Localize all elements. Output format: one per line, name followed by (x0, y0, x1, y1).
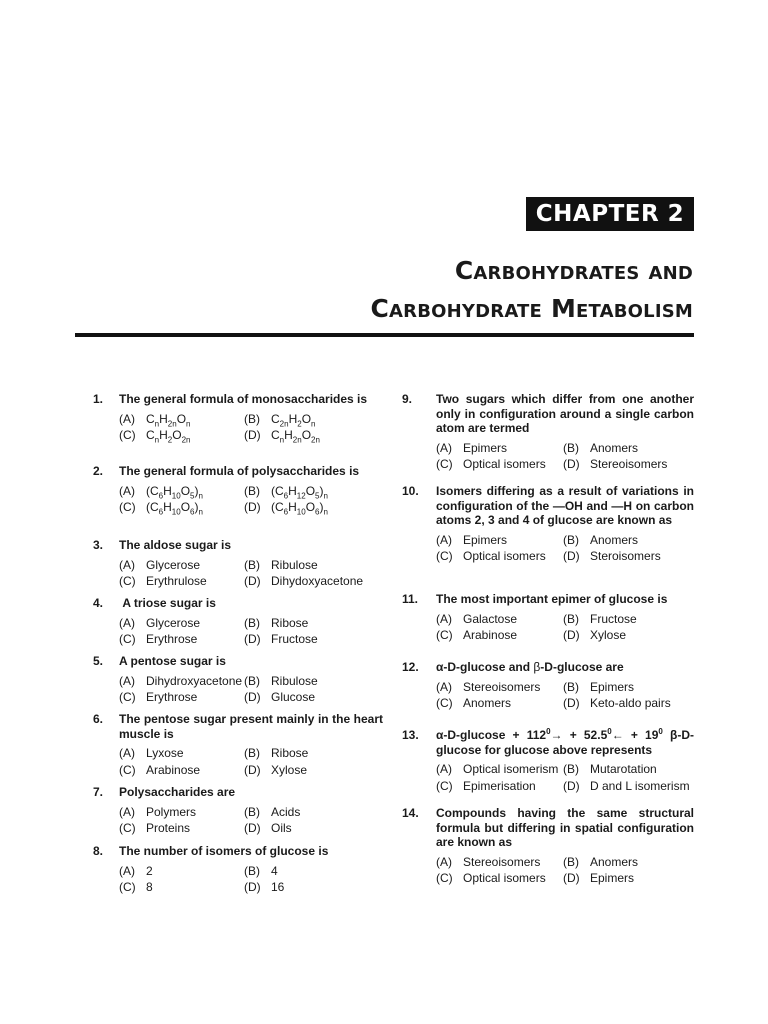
question-number: 12. (402, 660, 419, 674)
option-a (119, 557, 244, 574)
option-label: (B) (244, 615, 260, 630)
option-b (244, 615, 308, 632)
option-a (119, 411, 244, 428)
option-label: (B) (563, 611, 579, 626)
question-number: 7. (93, 785, 104, 799)
option-row (402, 440, 694, 457)
option-row (93, 689, 383, 706)
option-text: Anomers (590, 532, 639, 547)
option-row (93, 863, 383, 880)
option-text: Anomers (590, 854, 639, 869)
question-7 (93, 785, 383, 837)
option-label: (B) (244, 863, 260, 878)
question-number: 2. (93, 464, 104, 478)
answer-options (93, 615, 383, 648)
answer-options (402, 440, 694, 473)
option-text: Keto-aldo pairs (590, 696, 671, 710)
option-label: (A) (436, 854, 452, 869)
option-row (402, 870, 694, 887)
option-text: Fructose (271, 632, 318, 646)
option-a (436, 679, 563, 696)
question-6 (93, 712, 383, 778)
option-label: (C) (436, 457, 453, 471)
option-row (93, 673, 383, 690)
option-text: Arabinose (463, 628, 518, 642)
option-text: Galactose (463, 611, 518, 626)
option-text: Erythrulose (146, 574, 207, 588)
option-text: Dihydroxyacetone (146, 673, 243, 688)
option-row (93, 557, 383, 574)
option-label: (D) (563, 871, 580, 885)
option-row (402, 679, 694, 696)
option-label: (C) (119, 762, 136, 777)
question-number: 4. (93, 596, 104, 610)
option-a (436, 854, 563, 871)
option-text: Fructose (590, 611, 637, 626)
option-text: Epimers (463, 532, 508, 547)
option-b (244, 411, 316, 428)
option-d (244, 573, 363, 590)
option-d (244, 820, 292, 837)
option-text: Acids (271, 804, 301, 819)
option-c (119, 573, 244, 590)
question-text: Compounds having the same structural formula but differing in spatial configuration are known as (436, 806, 694, 849)
option-a (119, 745, 244, 762)
option-text: Oils (271, 821, 292, 835)
option-a (436, 440, 563, 457)
option-text: Epimers (590, 679, 635, 694)
option-label: (D) (244, 632, 261, 646)
question-text: Isomers differing as a result of variations in configuration of the —OH and —H on carbon atoms 2, 3 and 4 of glucose are known as (436, 484, 694, 527)
option-label: (A) (119, 483, 135, 498)
question-stem (93, 712, 383, 741)
option-b (563, 854, 638, 871)
option-text: $C_{2n}H_2O_n$ (271, 411, 316, 428)
option-row (402, 854, 694, 871)
option-text: Proteins (146, 821, 191, 835)
option-text: $C_nH_2O_{2n}$ (146, 428, 191, 445)
question-text: A pentose sugar is (119, 654, 226, 668)
option-a (436, 761, 563, 778)
option-label: (C) (436, 778, 453, 793)
option-text: Lyxose (146, 746, 184, 760)
answer-options (402, 611, 694, 644)
option-label: (D) (563, 778, 580, 793)
option-label: (A) (119, 615, 135, 630)
question-number: 1. (93, 392, 104, 406)
title-divider (75, 333, 694, 337)
option-text: Xylose (271, 762, 308, 777)
option-row (93, 499, 383, 516)
option-b (244, 863, 278, 880)
answer-options (402, 532, 694, 565)
chapter-title-line-1: Carbohydrates and (454, 256, 693, 285)
option-a (119, 483, 244, 500)
question-stem (93, 785, 383, 800)
option-label: (A) (119, 804, 135, 819)
option-d (563, 456, 667, 473)
option-text: $(C_6H_{10}O_6)_n$ (146, 500, 203, 517)
question-12 (402, 660, 694, 712)
option-text: Glucose (271, 690, 316, 704)
option-c (119, 762, 244, 779)
option-label: (B) (563, 762, 579, 776)
answer-options (93, 745, 383, 778)
option-label: (B) (244, 557, 260, 572)
option-row (93, 820, 383, 837)
option-text: Anomers (463, 696, 512, 710)
option-b (563, 679, 634, 696)
question-9 (402, 392, 694, 473)
question-text: The number of isomers of glucose is (119, 844, 329, 858)
option-row (93, 411, 383, 428)
option-b (563, 761, 657, 778)
option-label: (D) (244, 821, 261, 835)
option-label: (C) (436, 628, 453, 642)
question-text: α-D-glucose and β-D-glucose are (436, 660, 624, 674)
option-c (119, 427, 244, 444)
option-label: (D) (244, 574, 261, 588)
option-label: (D) (244, 428, 261, 442)
question-14 (402, 806, 694, 887)
question-stem (402, 806, 694, 850)
answer-options (402, 761, 694, 794)
question-stem (93, 596, 383, 611)
option-text: Glycerose (146, 615, 201, 630)
option-d (563, 778, 690, 795)
question-stem (93, 392, 383, 407)
option-c (119, 879, 244, 896)
option-text: Erythrose (146, 690, 198, 704)
option-text: 4 (271, 863, 278, 878)
option-row (402, 695, 694, 712)
option-text: Optical isomers (463, 549, 546, 563)
option-b (563, 440, 638, 457)
option-d (244, 762, 307, 779)
option-a (436, 532, 563, 549)
question-number: 9. (402, 392, 413, 406)
question-3 (93, 538, 383, 590)
option-text: Optical isomerism (463, 762, 559, 776)
question-number: 3. (93, 538, 104, 552)
option-label: (C) (119, 821, 136, 835)
option-c (119, 689, 244, 706)
question-text: A triose sugar is (119, 596, 216, 610)
answer-options (402, 679, 694, 712)
option-label: (B) (244, 673, 260, 688)
option-c (436, 778, 563, 795)
option-row (93, 427, 383, 444)
option-label: (B) (244, 411, 260, 426)
option-b (244, 745, 308, 762)
option-label: (C) (436, 696, 453, 710)
option-row (93, 615, 383, 632)
option-text: Epimerisation (463, 778, 536, 793)
option-label: (A) (119, 673, 135, 688)
question-stem (402, 592, 694, 607)
option-text: D and L isomerism (590, 778, 690, 793)
option-label: (A) (436, 762, 452, 776)
question-2 (93, 464, 383, 516)
option-b (244, 673, 318, 690)
question-13 (402, 728, 694, 794)
option-label: (D) (563, 628, 580, 642)
option-d (563, 695, 671, 712)
option-d (244, 499, 328, 516)
question-stem (93, 654, 383, 669)
option-text: Optical isomers (463, 871, 546, 885)
option-label: (D) (244, 690, 261, 704)
option-text: Optical isomers (463, 457, 546, 471)
question-text: The pentose sugar present mainly in the heart muscle is (119, 712, 383, 741)
option-d (563, 627, 626, 644)
option-c (119, 499, 244, 516)
option-row (93, 879, 383, 896)
chapter-label: CHAPTER 2 (526, 197, 694, 231)
option-c (436, 695, 563, 712)
option-text: Arabinose (146, 762, 201, 777)
question-8 (93, 844, 383, 896)
answer-options (402, 854, 694, 887)
option-text: $C_nH_{2n}O_n$ (146, 411, 191, 428)
option-b (563, 611, 637, 628)
option-label: (A) (436, 440, 452, 455)
answer-options (93, 557, 383, 590)
option-row (402, 627, 694, 644)
option-d (244, 879, 284, 896)
question-10 (402, 484, 694, 565)
option-b (244, 483, 328, 500)
question-stem (93, 464, 383, 479)
option-text: $(C_6H_{12}O_5)_n$ (271, 483, 328, 500)
option-text: Stereoisomers (463, 854, 541, 869)
option-label: (C) (119, 632, 136, 646)
option-text: Mutarotation (590, 762, 657, 776)
option-row (93, 745, 383, 762)
option-label: (B) (563, 854, 579, 869)
option-row (402, 611, 694, 628)
question-text: $\alpha-D-glucose + 112^0\to$ + $52.5^0\leftarrow + 19^0$ β-D-glucose for glucose above represents (436, 727, 695, 757)
option-label: (A) (119, 746, 135, 760)
question-5 (93, 654, 383, 706)
option-text: 8 (146, 880, 153, 894)
option-label: (A) (436, 532, 452, 547)
chapter-title-line-2: Carbohydrate Metabolism (370, 294, 693, 323)
option-row (93, 804, 383, 821)
option-d (563, 870, 634, 887)
option-row (402, 548, 694, 565)
question-stem (93, 538, 383, 553)
option-label: (A) (119, 557, 135, 572)
option-text: 16 (271, 880, 285, 894)
option-text: Ribose (271, 615, 309, 630)
option-text: 2 (146, 863, 153, 878)
option-text: $C_nH_{2n}O_{2n}$ (271, 428, 320, 445)
option-row (402, 532, 694, 549)
option-label: (C) (119, 880, 136, 894)
option-label: (B) (244, 483, 260, 498)
question-number: 8. (93, 844, 104, 858)
answer-options (93, 673, 383, 706)
option-c (119, 631, 244, 648)
option-d (563, 548, 661, 565)
question-text: The most important epimer of glucose is (436, 592, 668, 606)
question-number: 14. (402, 806, 419, 820)
option-label: (B) (563, 532, 579, 547)
question-text: The general formula of monosaccharides is (119, 392, 368, 406)
option-a (119, 804, 244, 821)
option-label: (D) (244, 880, 261, 894)
question-number: 13. (402, 728, 419, 742)
question-number: 6. (93, 712, 104, 726)
option-label: (C) (436, 549, 453, 563)
option-a (119, 673, 244, 690)
option-row (93, 573, 383, 590)
question-text: The aldose sugar is (119, 538, 232, 552)
question-number: 11. (402, 592, 419, 606)
option-label: (B) (563, 679, 579, 694)
question-stem (402, 728, 694, 757)
question-stem (402, 484, 694, 528)
option-row (93, 631, 383, 648)
option-text: $(C_6H_{10}O_6)_n$ (271, 500, 328, 517)
option-label: (C) (119, 428, 136, 442)
question-stem (402, 392, 694, 436)
option-label: (C) (119, 500, 136, 514)
option-b (244, 557, 318, 574)
option-label: (A) (119, 411, 135, 426)
option-label: (B) (563, 440, 579, 455)
option-text: Anomers (590, 440, 639, 455)
option-row (402, 761, 694, 778)
question-number: 5. (93, 654, 104, 668)
option-c (436, 870, 563, 887)
question-11 (402, 592, 694, 644)
option-row (402, 778, 694, 795)
option-text: Ribose (271, 746, 309, 760)
option-text: Erythrose (146, 632, 198, 646)
option-label: (D) (244, 500, 261, 514)
option-text: Xylose (590, 628, 627, 642)
option-text: Ribulose (271, 557, 318, 572)
question-4 (93, 596, 383, 648)
option-text: Dihydoxyacetone (271, 574, 364, 588)
option-row (93, 762, 383, 779)
question-text: Two sugars which differ from one another only in configuration around a single carbon atom are termed (436, 392, 694, 435)
option-label: (D) (563, 696, 580, 710)
option-label: (C) (119, 574, 136, 588)
option-c (436, 548, 563, 565)
option-b (244, 804, 300, 821)
option-a (119, 615, 244, 632)
option-text: Stereoisomers (590, 457, 668, 471)
option-label: (C) (119, 690, 136, 704)
option-d (244, 631, 318, 648)
option-c (436, 627, 563, 644)
question-1 (93, 392, 383, 444)
answer-options (93, 804, 383, 837)
option-label: (B) (244, 746, 260, 760)
question-number: 10. (402, 484, 419, 498)
option-text: $(C_6H_{10}O_5)_n$ (146, 483, 203, 500)
option-text: Epimers (590, 871, 635, 885)
option-text: Epimers (463, 440, 508, 455)
question-stem (402, 660, 694, 675)
option-label: (D) (563, 549, 580, 563)
option-b (563, 532, 638, 549)
question-text: Polysaccharides are (119, 785, 236, 799)
option-c (436, 456, 563, 473)
answer-options (93, 863, 383, 896)
option-d (244, 427, 320, 444)
option-label: (D) (563, 457, 580, 471)
option-label: (B) (244, 804, 260, 819)
answer-options (93, 411, 383, 444)
option-c (119, 820, 244, 837)
option-text: Ribulose (271, 673, 318, 688)
option-row (402, 456, 694, 473)
option-a (436, 611, 563, 628)
option-text: Glycerose (146, 557, 201, 572)
question-stem (93, 844, 383, 859)
answer-options (93, 483, 383, 516)
option-label: (A) (436, 679, 452, 694)
option-label: (A) (119, 863, 135, 878)
option-label: (A) (436, 611, 452, 626)
option-d (244, 689, 315, 706)
option-text: Steroisomers (590, 549, 661, 563)
option-label: (C) (436, 871, 453, 885)
option-label: (D) (244, 762, 261, 777)
option-text: Polymers (146, 804, 197, 819)
option-text: Stereoisomers (463, 679, 541, 694)
option-row (93, 483, 383, 500)
option-a (119, 863, 244, 880)
question-text: The general formula of polysaccharides is (119, 464, 360, 478)
